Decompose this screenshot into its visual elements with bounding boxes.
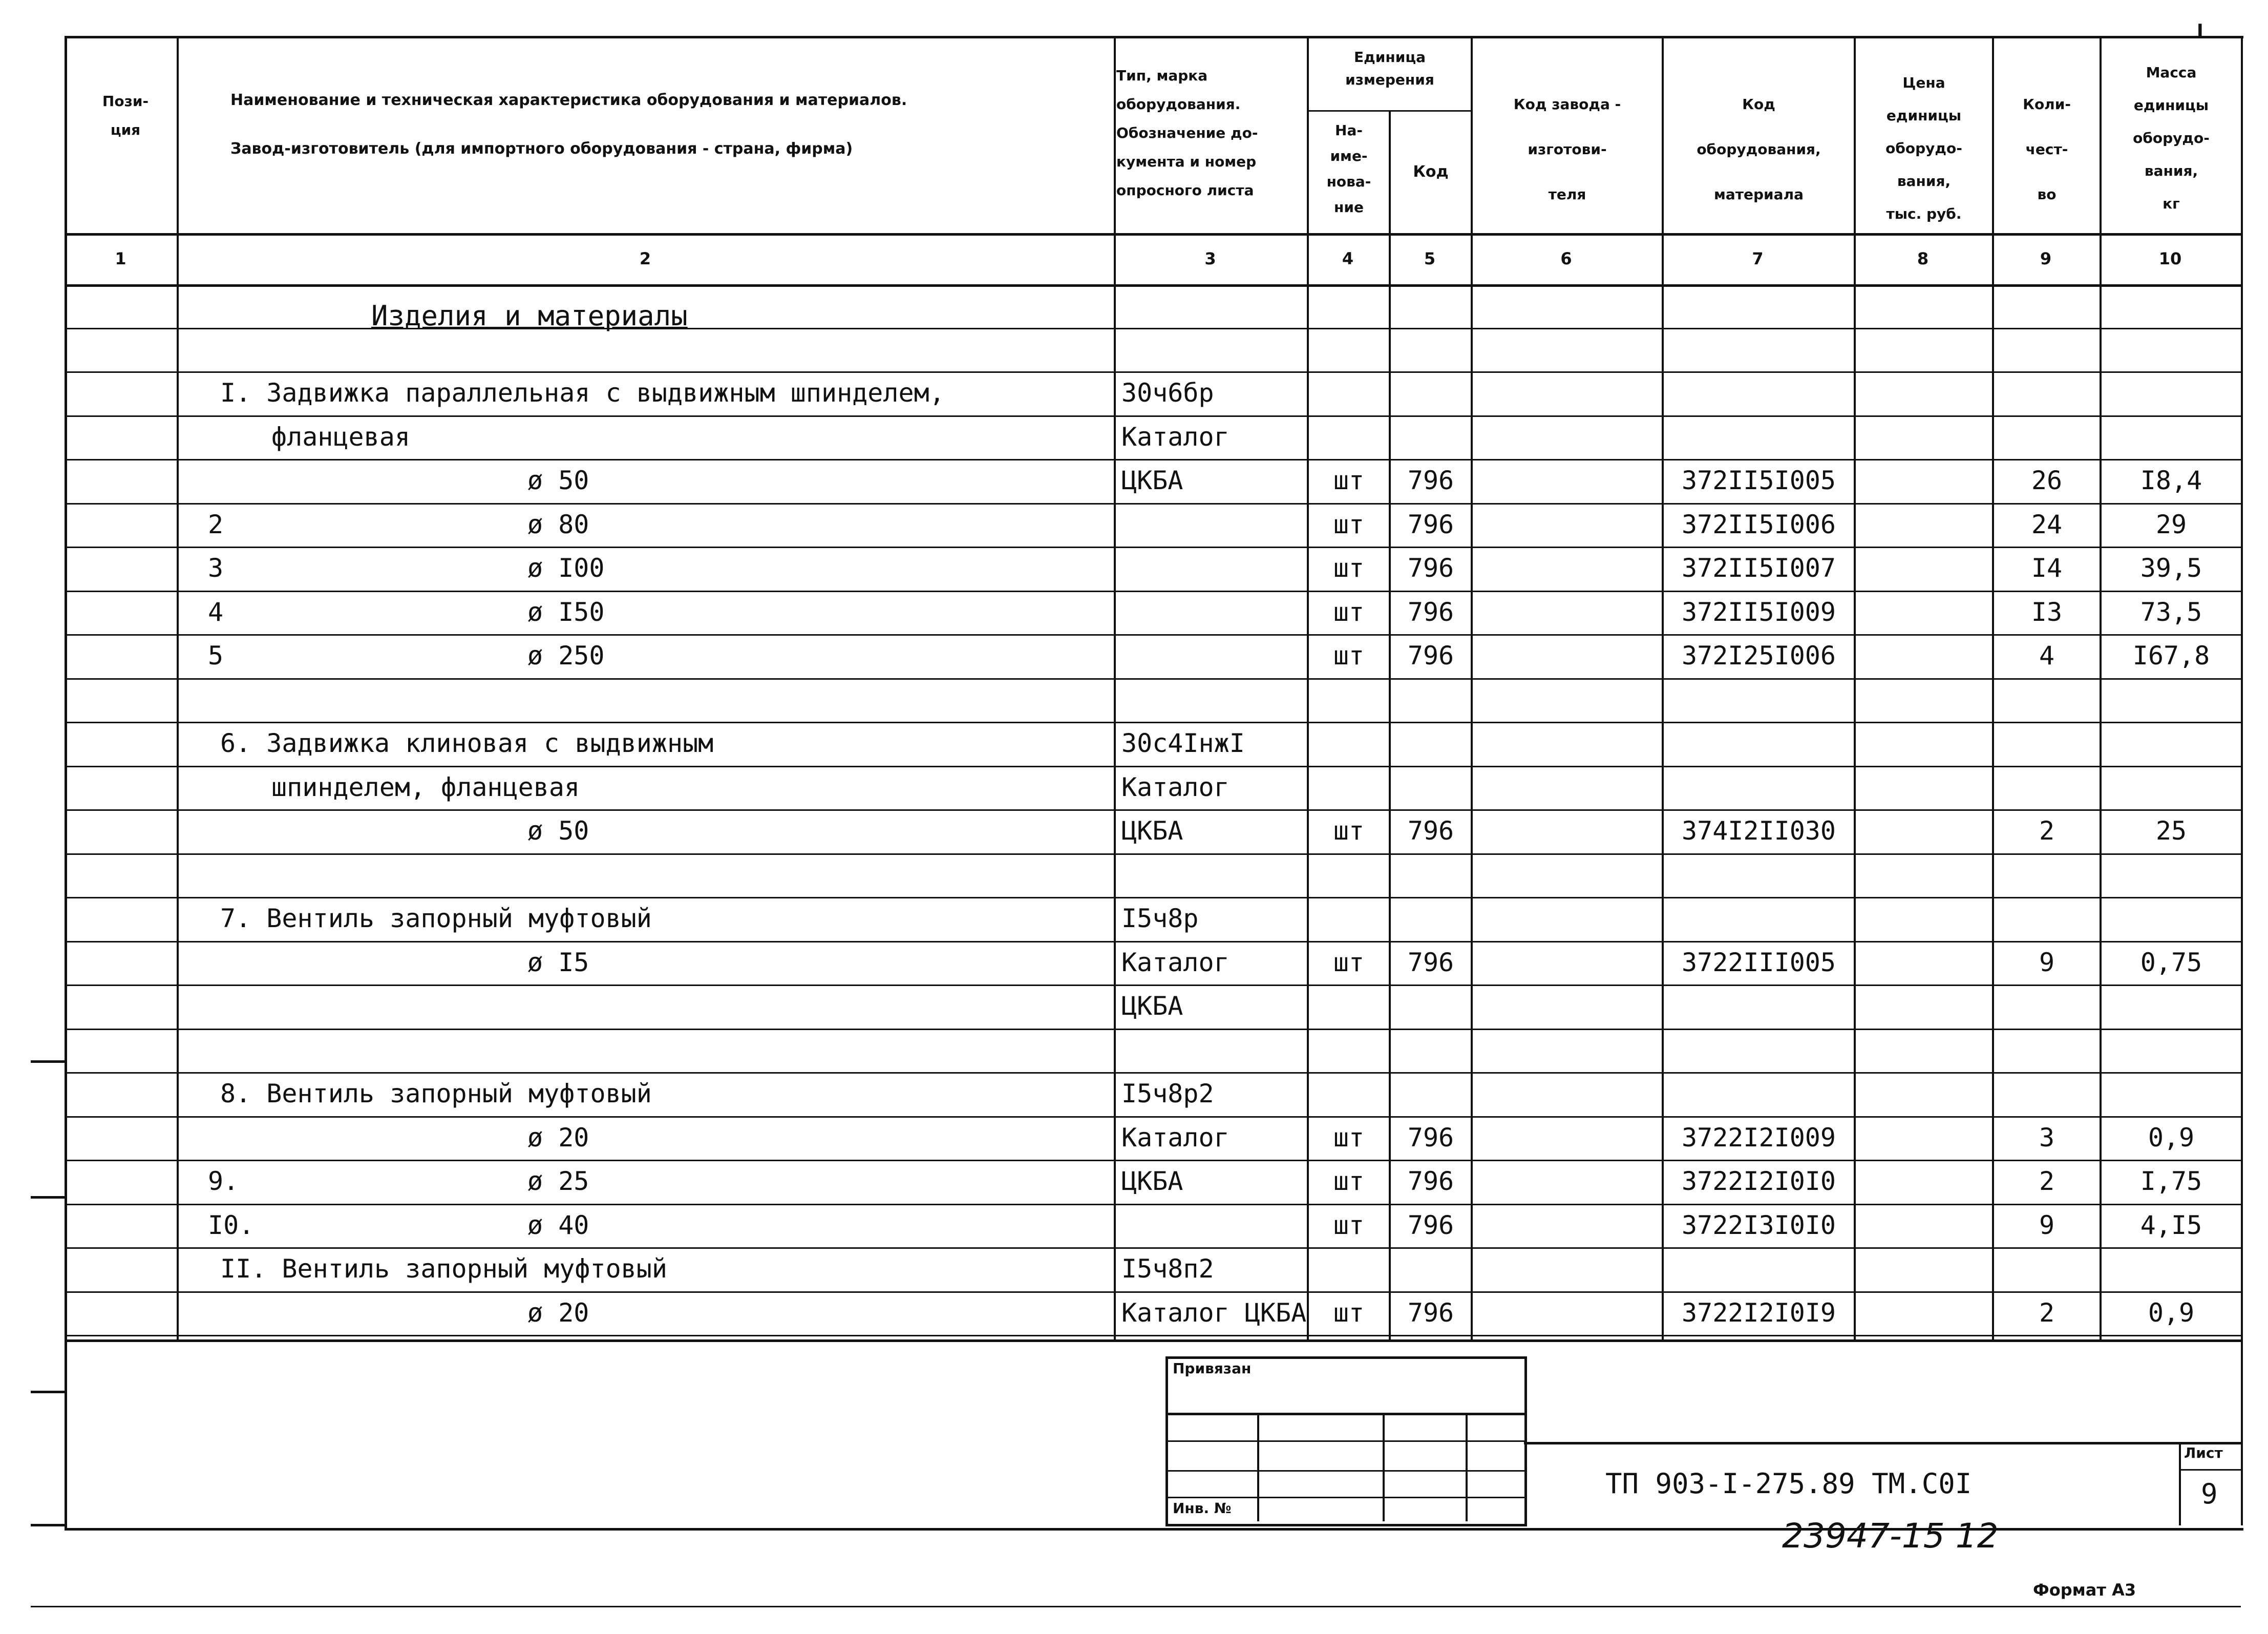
cell-name: 8. Вентиль запорный муфтовый	[220, 1079, 652, 1108]
cell-type: I5ч8р2	[1121, 1079, 1214, 1108]
cell-name: ø 80	[527, 510, 589, 539]
cell-equip: 372II5I009	[1681, 597, 1836, 627]
cell-qty	[1994, 853, 2100, 896]
cell-type: ЦКБА	[1121, 1166, 1183, 1196]
header-type: Тип, марка оборудования. Обозначение до- кумента и номер опросного листа	[1116, 67, 1258, 199]
title-block-top	[1524, 1442, 2241, 1444]
header-position: Пози- ция	[102, 93, 149, 138]
margin-tick	[31, 1391, 65, 1393]
colnum-10: 10	[2158, 249, 2182, 268]
cell-unit: шт	[1333, 1166, 1365, 1196]
margin-tick	[31, 1196, 65, 1199]
cell-mass	[2102, 1029, 2241, 1072]
cell-name: ø 50	[527, 466, 589, 495]
stamp-line	[1165, 1497, 1527, 1498]
cell-qty: 2	[2039, 816, 2055, 846]
sheet-label-line	[2179, 1469, 2241, 1471]
header-unit-group: Единица измерения	[1345, 49, 1434, 88]
cell-qty	[1994, 678, 2100, 721]
cell-mass: I67,8	[2132, 641, 2210, 671]
cell-code: 796	[1407, 1123, 1454, 1153]
cell-pos: 9.	[208, 1166, 239, 1196]
margin-tick	[31, 1524, 65, 1526]
cell-name: 6. Задвижка клиновая с выдвижным	[220, 728, 714, 758]
cell-mass: 39,5	[2140, 553, 2202, 583]
header-unit-name: На- име- нова- ние	[1326, 122, 1371, 216]
cell-unit: шт	[1333, 1210, 1365, 1240]
cell-name: ø 50	[527, 816, 589, 846]
cell-unit	[1309, 722, 1389, 765]
sheet-label: Лист	[2184, 1444, 2223, 1461]
cell-qty	[1994, 984, 2100, 1028]
cell-unit: шт	[1333, 510, 1365, 539]
right-border	[2241, 36, 2243, 1525]
header-name-line2: Завод-изготовитель (для импортного оборудования - страна, фирма)	[230, 140, 853, 158]
col-divider-7	[1854, 36, 1856, 1342]
cell-type: 30ч6бр	[1121, 378, 1214, 408]
cell-type	[1116, 591, 1307, 634]
cell-code: 796	[1407, 641, 1454, 671]
colnum-9: 9	[2040, 249, 2052, 268]
cell-qty	[1994, 1072, 2100, 1115]
cell-equip	[1664, 415, 1854, 458]
row-divider	[65, 1335, 2241, 1336]
cell-qty: 2	[2039, 1166, 2055, 1196]
cell-qty	[1994, 722, 2100, 765]
cell-code: 796	[1407, 597, 1454, 627]
cell-code: 796	[1407, 1210, 1454, 1240]
bottom-rule	[31, 1606, 2241, 1607]
cell-code	[1391, 984, 1471, 1028]
cell-type	[1116, 503, 1307, 546]
stamp-line	[1165, 1440, 1527, 1442]
cell-name: ø 20	[527, 1298, 589, 1328]
cell-code	[1391, 1029, 1471, 1072]
corner-mark: I	[2197, 20, 2203, 41]
margin-tick	[31, 1060, 65, 1063]
cell-code: 796	[1407, 816, 1454, 846]
cell-type: 30с4IнжI	[1121, 728, 1245, 758]
cell-name: ø I5	[527, 948, 589, 977]
col-divider-5	[1471, 36, 1473, 1342]
cell-qty	[1994, 1029, 2100, 1072]
cell-type: ЦКБА	[1121, 816, 1183, 846]
cell-equip: 372I25I006	[1681, 641, 1836, 671]
cell-mass	[2102, 1247, 2241, 1290]
cell-name	[179, 678, 1111, 721]
cell-type: I5ч8р	[1121, 904, 1199, 933]
cell-pos: 2	[208, 510, 224, 539]
cell-mass: 0,9	[2148, 1298, 2195, 1328]
cell-unit	[1309, 1029, 1389, 1072]
header-price: Цена единицы оборудо- вания, тыс. руб.	[1885, 74, 1962, 222]
cell-equip: 372II5I005	[1681, 466, 1836, 495]
cell-unit	[1309, 766, 1389, 809]
cell-equip: 3722I2I0I0	[1681, 1166, 1836, 1196]
stamp-line	[1165, 1413, 1527, 1415]
cell-unit: шт	[1333, 597, 1365, 627]
cell-type	[1116, 1204, 1307, 1247]
cell-equip	[1664, 678, 1854, 721]
cell-code	[1391, 371, 1471, 414]
cell-name: ø 40	[527, 1210, 589, 1240]
cell-mass: 73,5	[2140, 597, 2202, 627]
cell-type: I5ч8п2	[1121, 1254, 1214, 1284]
cell-mass: 4,I5	[2140, 1210, 2202, 1240]
cell-code: 796	[1407, 510, 1454, 539]
cell-type: Каталог	[1121, 1123, 1230, 1153]
table-bottom-line	[65, 1339, 2241, 1342]
cell-equip: 3722I3I0I0	[1681, 1210, 1836, 1240]
colnum-bottom-line	[65, 284, 2241, 287]
cell-name	[179, 984, 1111, 1028]
colnum-6: 6	[1560, 249, 1572, 268]
cell-mass	[2102, 897, 2241, 940]
cell-qty	[1994, 371, 2100, 414]
cell-mass	[2102, 722, 2241, 765]
cell-mass: I8,4	[2140, 466, 2202, 495]
cell-name: 7. Вентиль запорный муфтовый	[220, 904, 652, 933]
cell-mass	[2102, 415, 2241, 458]
cell-name: ø I00	[527, 553, 605, 583]
cell-name: ø I50	[527, 597, 605, 627]
cell-code: 796	[1407, 553, 1454, 583]
cell-unit	[1309, 415, 1389, 458]
stamp-privyazan: Привязан	[1173, 1360, 1252, 1377]
cell-code	[1391, 1072, 1471, 1115]
col-divider-2	[1114, 36, 1116, 1342]
cell-equip	[1664, 853, 1854, 896]
cell-name	[179, 1029, 1111, 1072]
cell-type	[1116, 678, 1307, 721]
cell-equip: 3722I2I0I9	[1681, 1298, 1836, 1328]
colnum-5: 5	[1424, 249, 1436, 268]
cell-name: фланцевая	[271, 422, 410, 452]
cell-pos: 3	[208, 553, 224, 583]
unit-group-divider	[1307, 110, 1471, 112]
cell-equip	[1664, 984, 1854, 1028]
cell-unit	[1309, 678, 1389, 721]
handwritten-number: 23947-15 12	[1782, 1516, 1999, 1556]
sheet-divider	[2179, 1442, 2181, 1525]
cell-code: 796	[1407, 1166, 1454, 1196]
cell-code: 796	[1407, 466, 1454, 495]
cell-type: Каталог ЦКБА	[1121, 1298, 1307, 1328]
colnum-8: 8	[1917, 249, 1929, 268]
cell-unit	[1309, 1072, 1389, 1115]
cell-equip: 372II5I007	[1681, 553, 1836, 583]
cell-type: ЦКБА	[1121, 466, 1183, 495]
cell-name: шпинделем, фланцевая	[271, 772, 580, 802]
cell-pos: I0.	[208, 1210, 255, 1240]
stamp-inv-no: Инв. №	[1173, 1500, 1232, 1517]
cell-unit	[1309, 984, 1389, 1028]
cell-code	[1391, 853, 1471, 896]
stamp-vline	[1383, 1413, 1385, 1521]
cell-unit	[1309, 897, 1389, 940]
cell-mass	[2102, 984, 2241, 1028]
cell-equip: 3722III005	[1681, 948, 1836, 977]
cell-type	[1116, 1029, 1307, 1072]
cell-mass	[2102, 371, 2241, 414]
cell-code	[1391, 678, 1471, 721]
sheet-number: 9	[2201, 1478, 2218, 1510]
colnum-2: 2	[639, 249, 651, 268]
cell-equip	[1664, 897, 1854, 940]
cell-unit	[1309, 371, 1389, 414]
header-unit-code: Код	[1413, 163, 1449, 181]
cell-name: II. Вентиль запорный муфтовый	[220, 1254, 667, 1284]
cell-unit	[1309, 1247, 1389, 1290]
cell-qty: 4	[2039, 641, 2055, 671]
cell-type: Каталог	[1121, 772, 1230, 802]
colnum-4: 4	[1342, 249, 1354, 268]
cell-mass	[2102, 853, 2241, 896]
cell-qty	[1994, 766, 2100, 809]
cell-qty	[1994, 415, 2100, 458]
cell-unit	[1309, 853, 1389, 896]
cell-name	[179, 853, 1111, 896]
cell-code: 796	[1407, 1298, 1454, 1328]
cell-qty	[1994, 1247, 2100, 1290]
cell-type	[1116, 634, 1307, 677]
cell-equip	[1664, 371, 1854, 414]
cell-mass	[2102, 678, 2241, 721]
cell-qty: 26	[2031, 466, 2063, 495]
cell-mass: 25	[2155, 816, 2187, 846]
stamp-vline	[1257, 1413, 1259, 1521]
cell-type: ЦКБА	[1121, 991, 1183, 1021]
cell-equip	[1664, 722, 1854, 765]
cell-qty: 9	[2039, 1210, 2055, 1240]
cell-equip	[1664, 1247, 1854, 1290]
cell-name: ø 20	[527, 1123, 589, 1153]
cell-equip	[1664, 1029, 1854, 1072]
cell-type: Каталог	[1121, 948, 1230, 977]
cell-name: ø 25	[527, 1166, 589, 1196]
cell-mass: 0,9	[2148, 1123, 2195, 1153]
cell-unit: шт	[1333, 1298, 1365, 1328]
cell-code	[1391, 766, 1471, 809]
document-code: ТП 903-I-275.89 ТМ.С0I	[1605, 1468, 1972, 1500]
cell-mass	[2102, 766, 2241, 809]
cell-qty: I4	[2031, 553, 2063, 583]
cell-code	[1391, 897, 1471, 940]
section-title: Изделия и материалы	[371, 300, 688, 332]
cell-equip: 374I2II030	[1681, 816, 1836, 846]
cell-qty: 24	[2031, 510, 2063, 539]
header-name-line1: Наименование и техническая характеристика оборудования и материалов.	[230, 91, 907, 109]
cell-qty: 3	[2039, 1123, 2055, 1153]
cell-unit: шт	[1333, 553, 1365, 583]
cell-mass: 0,75	[2140, 948, 2202, 977]
header-factory-code: Код завода - изготови- теля	[1513, 96, 1621, 203]
cell-equip	[1664, 1072, 1854, 1115]
header-quantity: Коли- чест- во	[2023, 96, 2071, 203]
cell-mass: I,75	[2140, 1166, 2202, 1196]
cell-equip: 372II5I006	[1681, 510, 1836, 539]
cell-code: 796	[1407, 948, 1454, 977]
cell-qty: I3	[2031, 597, 2063, 627]
cell-qty: 2	[2039, 1298, 2055, 1328]
cell-code	[1391, 415, 1471, 458]
colnum-7: 7	[1752, 249, 1764, 268]
header-equipment-code: Код оборудования, материала	[1697, 96, 1821, 203]
cell-equip: 3722I2I009	[1681, 1123, 1836, 1153]
cell-pos: 4	[208, 597, 224, 627]
cell-unit: шт	[1333, 466, 1365, 495]
cell-mass	[2102, 1072, 2241, 1115]
cell-type	[1116, 853, 1307, 896]
stamp-line	[1165, 1470, 1527, 1472]
cell-mass: 29	[2155, 510, 2187, 539]
cell-qty: 9	[2039, 948, 2055, 977]
cell-unit: шт	[1333, 948, 1365, 977]
cell-equip	[1664, 766, 1854, 809]
cell-name: ø 250	[527, 641, 605, 671]
cell-name: I. Задвижка параллельная с выдвижным шпинделем,	[220, 378, 945, 408]
cell-type: Каталог	[1121, 422, 1230, 452]
stamp-vline	[1466, 1413, 1468, 1521]
cell-qty	[1994, 897, 2100, 940]
header-mass: Масса единицы оборудо- вания, кг	[2133, 64, 2210, 212]
cell-type	[1116, 547, 1307, 590]
cell-code	[1391, 722, 1471, 765]
colnum-1: 1	[115, 249, 126, 268]
cell-unit: шт	[1333, 1123, 1365, 1153]
colnum-3: 3	[1204, 249, 1216, 268]
cell-pos: 5	[208, 641, 224, 671]
cell-unit: шт	[1333, 816, 1365, 846]
cell-unit: шт	[1333, 641, 1365, 671]
format-label: Формат А3	[2033, 1580, 2136, 1600]
cell-code	[1391, 1247, 1471, 1290]
